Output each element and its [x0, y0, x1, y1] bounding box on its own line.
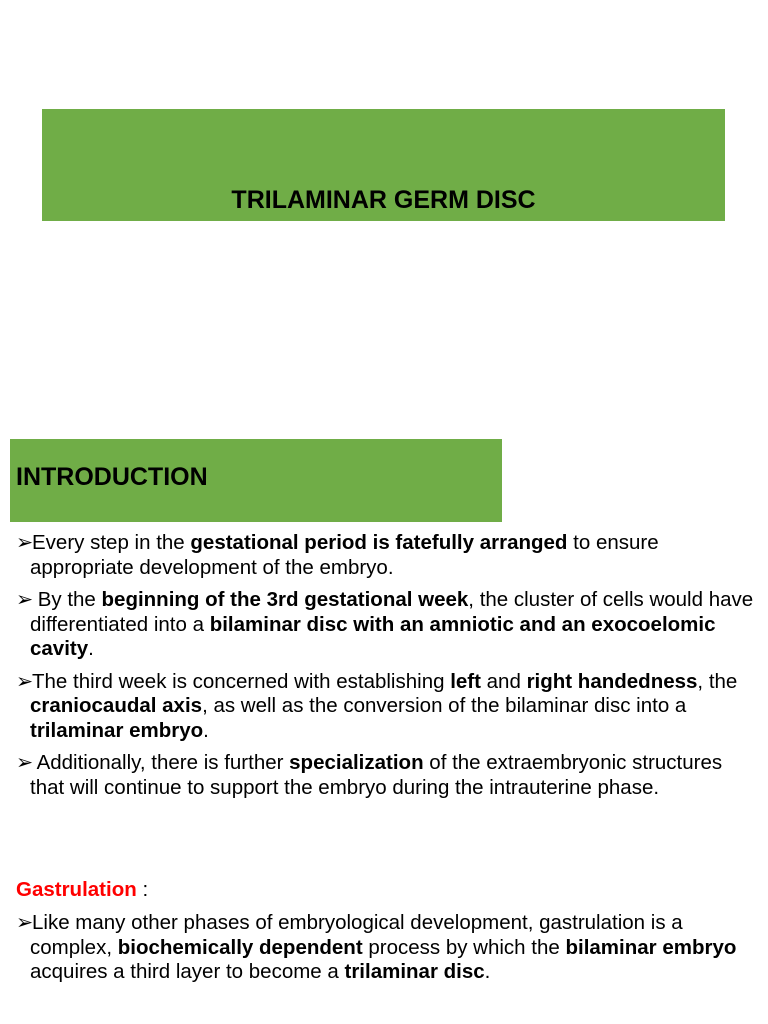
- bullet-bold-text: specialization: [289, 751, 424, 774]
- bullet-item: [16, 588, 756, 662]
- bullet-text: of the extraembryonic structures that will continue to support the embryo during the intrauterine phase.: [30, 751, 723, 799]
- bullet-bold-text: gestational period is fatefully arranged: [190, 531, 568, 554]
- bullet-item: [16, 751, 756, 800]
- bullet-text: .: [88, 637, 94, 660]
- bullet-text: By the: [32, 588, 102, 611]
- bullet-bold-text: bilaminar embryo: [565, 935, 737, 959]
- bullet-bold-text: beginning of the 3rd gestational week: [101, 588, 469, 611]
- bullet-text: to ensure appropriate development of the embryo.: [30, 531, 659, 579]
- bullet-text: , the: [697, 669, 738, 693]
- bullet-item: [16, 670, 756, 744]
- bullet-text: and: [480, 669, 527, 693]
- bullet-item: [16, 911, 756, 985]
- bullet-text: .: [203, 718, 209, 742]
- arrow-bullet-icon: ➢: [16, 751, 34, 774]
- arrow-bullet-icon: ➢: [16, 911, 34, 934]
- title-banner: [42, 109, 725, 221]
- arrow-bullet-icon: ➢: [16, 588, 34, 611]
- gastrulation-label: Gastrulation: [16, 878, 137, 901]
- bullet-text: .: [484, 960, 491, 983]
- bullet-text: Like many other phases of embryological development, gastrulation is a complex,: [30, 911, 683, 959]
- arrow-bullet-icon: ➢: [16, 531, 34, 554]
- bullet-text: process by which the: [362, 935, 566, 959]
- intro-bullet-list: [16, 531, 756, 808]
- bullet-text: , as well as the conversion of the bilaminar disc into a: [202, 694, 687, 717]
- bullet-bold-text: trilaminar disc: [344, 960, 485, 983]
- bullet-text: Additionally, there is further: [32, 751, 290, 774]
- bullet-bold-text: craniocaudal axis: [30, 694, 203, 717]
- gastrulation-bullet-list: [16, 911, 756, 985]
- bullet-bold-text: biochemically dependent: [117, 935, 363, 959]
- intro-banner: [10, 439, 502, 522]
- bullet-text: , the cluster of cells would have differentiated into a: [30, 588, 754, 636]
- gastrulation-subheading: [16, 877, 148, 903]
- bullet-item: [16, 531, 756, 580]
- bullet-bold-text: left: [450, 669, 481, 693]
- bullet-text: The third week is concerned with establishing: [32, 669, 451, 693]
- gastrulation-colon: :: [136, 878, 149, 901]
- bullet-text: acquires a third layer to become a: [30, 960, 345, 983]
- bullet-bold-text: trilaminar embryo: [30, 718, 204, 742]
- arrow-bullet-icon: ➢: [16, 669, 34, 693]
- bullet-bold-text: bilaminar disc with an amniotic and an exocoelomic cavity: [30, 612, 716, 660]
- bullet-text: Every step in the: [32, 531, 191, 554]
- section-heading-introduction: INTRODUCTION: [16, 463, 208, 491]
- bullet-bold-text: right handedness: [526, 669, 698, 693]
- page-title: TRILAMINAR GERM DISC: [231, 186, 536, 214]
